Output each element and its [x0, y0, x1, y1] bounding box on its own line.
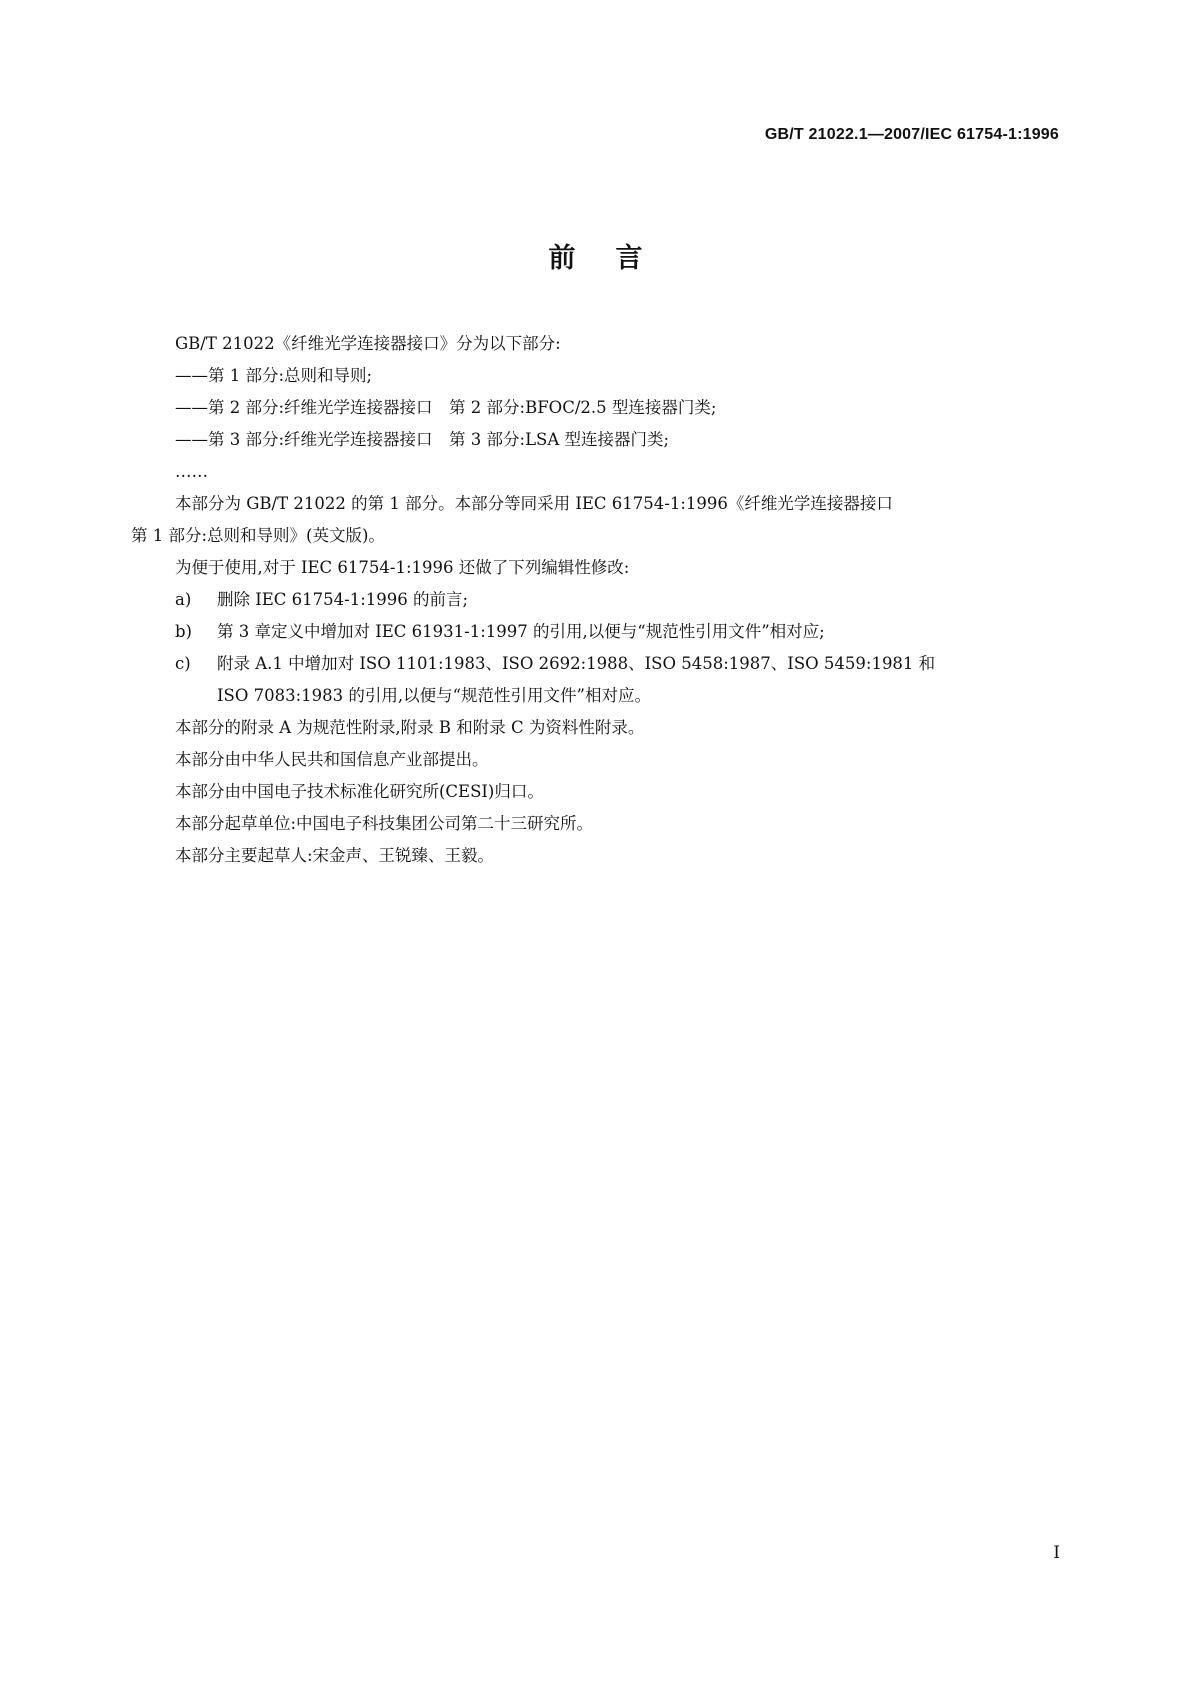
annex-statement: 本部分的附录 A 为规范性附录,附录 B 和附录 C 为资料性附录。	[175, 718, 645, 737]
item-text-c-line-1: 附录 A.1 中增加对 ISO 1101:1983、ISO 2692:1988、ISO 5458:1987、ISO 5459:1981 和	[217, 654, 936, 673]
intro-line: GB/T 21022《纤维光学连接器接口》分为以下部分:	[175, 334, 561, 353]
item-text-b: 第 3 章定义中增加对 IEC 61931-1:1997 的引用,以便与“规范性引用文件”相对应;	[217, 622, 825, 641]
part-item-1: ——第 1 部分:总则和导则;	[175, 366, 373, 385]
part-item-2: ——第 2 部分:纤维光学连接器接口 第 2 部分:BFOC/2.5 型连接器门类;	[175, 398, 717, 417]
page-number: I	[1053, 1543, 1060, 1563]
item-label-a: a)	[175, 590, 192, 609]
item-label-c: c)	[175, 654, 191, 673]
modification-item-a	[131, 584, 1063, 616]
centralized-statement: 本部分由中国电子技术标准化研究所(CESI)归口。	[175, 782, 544, 801]
item-text-c-line-2: ISO 7083:1983 的引用,以便与“规范性引用文件”相对应。	[217, 686, 651, 705]
modifications-intro: 为便于使用,对于 IEC 61754-1:1996 还做了下列编辑性修改:	[175, 558, 630, 577]
standard-code-header: GB/T 21022.1—2007/IEC 61754-1:1996	[764, 126, 1059, 143]
adoption-paragraph-line-1: 本部分为 GB/T 21022 的第 1 部分。本部分等同采用 IEC 61754-1:1996《纤维光学连接器接口	[175, 494, 893, 513]
foreword-body	[131, 328, 1063, 872]
modification-item-b	[131, 616, 1063, 648]
item-text-a: 删除 IEC 61754-1:1996 的前言;	[217, 590, 469, 609]
part-item-3: ——第 3 部分:纤维光学连接器接口 第 3 部分:LSA 型连接器门类;	[175, 430, 670, 449]
page-title: 前言	[548, 243, 683, 274]
drafters-statement: 本部分主要起草人:宋金声、王锐臻、王毅。	[175, 846, 495, 865]
drafting-unit-statement: 本部分起草单位:中国电子科技集团公司第二十三研究所。	[175, 814, 594, 833]
modification-item-c	[131, 648, 1063, 680]
item-label-b: b)	[175, 622, 192, 641]
ellipsis: ……	[175, 462, 208, 481]
proposer-statement: 本部分由中华人民共和国信息产业部提出。	[175, 750, 489, 769]
adoption-paragraph-line-2: 第 1 部分:总则和导则》(英文版)。	[131, 526, 385, 545]
